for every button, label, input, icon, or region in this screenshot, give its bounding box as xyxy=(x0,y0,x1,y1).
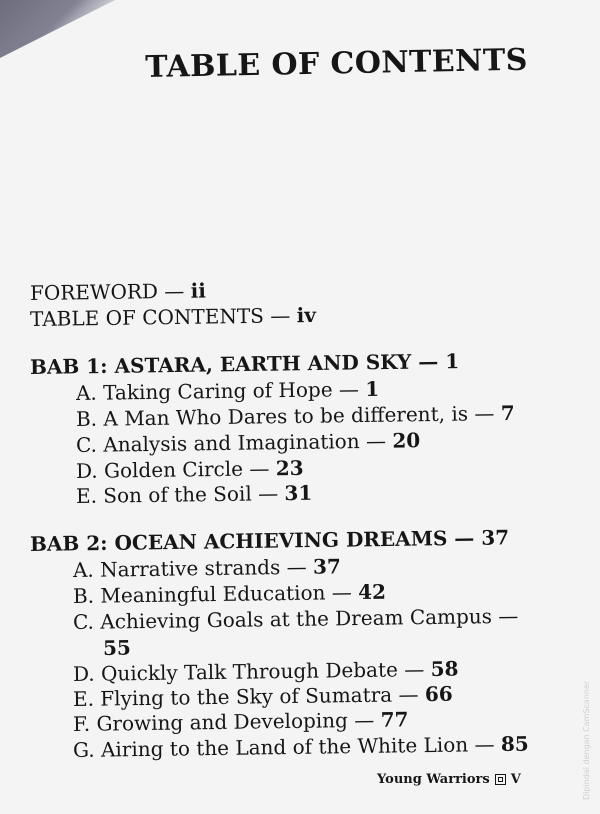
item-text: Flying to the Sky of Sumatra xyxy=(100,682,393,711)
item-letter: F. xyxy=(72,711,91,736)
item-text: Quickly Talk Through Debate xyxy=(100,657,399,686)
item-page: 66 xyxy=(424,681,453,707)
item-dash: — xyxy=(286,554,307,580)
item-page: 23 xyxy=(275,455,304,481)
item-page: 37 xyxy=(312,554,342,579)
item-dash: — xyxy=(354,707,375,733)
item-letter: C. xyxy=(75,432,98,457)
scanner-watermark: Dipindai dengan CamScanner xyxy=(582,680,591,800)
toc-entry-dash: — xyxy=(270,303,291,328)
item-letter: B. xyxy=(72,583,95,608)
item-letter: D. xyxy=(72,661,95,686)
item-text: Growing and Developing xyxy=(96,708,349,736)
item-dash: — xyxy=(404,657,425,682)
item-dash: — xyxy=(365,428,387,453)
chapter-page: 37 xyxy=(481,525,510,550)
item-page: 7 xyxy=(500,400,515,426)
item-letter: G. xyxy=(72,737,95,762)
chapter-2-item-c-page: 55 xyxy=(102,635,132,660)
chapter-1-heading xyxy=(30,349,459,379)
item-letter: C. xyxy=(72,609,95,634)
item-page: 31 xyxy=(284,480,313,506)
toc-entry-page: ii xyxy=(190,278,207,303)
toc-entry-label: FOREWORD xyxy=(29,279,159,305)
item-text: Narrative strands xyxy=(100,555,281,582)
item-text: Golden Circle xyxy=(103,456,244,483)
chapter-1-item-e xyxy=(76,481,313,508)
chapter-2-item-a xyxy=(73,554,341,582)
item-text: Analysis and Imagination xyxy=(103,429,360,457)
chapter-2-item-g xyxy=(73,732,529,762)
item-page: 77 xyxy=(380,707,409,732)
item-letter: D. xyxy=(75,458,98,483)
item-text: Son of the Soil xyxy=(103,481,252,508)
item-text: Achieving Goals at the Dream Campus xyxy=(100,604,493,634)
toc-entry-dash: — xyxy=(164,278,185,304)
item-page: 1 xyxy=(365,376,380,401)
item-page: 42 xyxy=(357,579,387,605)
item-dash: — xyxy=(398,682,419,707)
page-corner-shadow xyxy=(0,0,115,58)
footer-book-title: Young Warriors xyxy=(377,772,490,787)
item-text: Meaningful Education xyxy=(100,580,326,608)
footer xyxy=(377,772,521,787)
chapter-page: 1 xyxy=(445,349,460,374)
item-dash: — xyxy=(249,456,270,481)
toc-entry-page: iv xyxy=(296,303,317,328)
item-letter: A. xyxy=(75,380,97,405)
item-text: Airing to the Land of the White Lion xyxy=(100,732,469,762)
chapter-1-item-a xyxy=(76,377,380,405)
toc-top-entry-table-of-contents xyxy=(30,303,316,331)
item-dash: — xyxy=(498,603,519,629)
page-title: TABLE OF CONTENTS xyxy=(145,42,529,85)
item-letter: E. xyxy=(75,483,98,508)
chapter-1-item-d xyxy=(76,456,304,483)
item-dash: — xyxy=(331,580,352,605)
chapter-2-item-b xyxy=(73,580,386,608)
item-page: 85 xyxy=(500,731,529,757)
toc-top-entry-foreword xyxy=(30,279,206,305)
item-dash: — xyxy=(257,481,279,506)
item-dash: — xyxy=(474,732,495,757)
footer-page-number: V xyxy=(510,772,521,787)
chapter-title: BAB 2: OCEAN ACHIEVING DREAMS xyxy=(29,526,448,556)
chapter-1-item-b xyxy=(76,401,515,431)
chapter-dash: — xyxy=(418,349,439,374)
item-letter: A. xyxy=(72,557,94,582)
item-text: A Man Who Dares to be different, is xyxy=(103,401,469,431)
chapter-2-heading xyxy=(30,525,509,556)
toc-entry-label: TABLE OF CONTENTS xyxy=(29,303,265,331)
item-dash: — xyxy=(474,401,495,426)
chapter-2-item-c xyxy=(73,604,519,634)
chapter-2-item-f xyxy=(73,707,409,736)
item-page: 58 xyxy=(430,656,459,682)
item-dash: — xyxy=(338,377,360,402)
item-page: 20 xyxy=(392,428,421,453)
item-letter: B. xyxy=(75,406,98,431)
chapter-dash: — xyxy=(454,525,475,551)
footer-ornament-icon xyxy=(495,774,506,785)
item-text: Taking Caring of Hope xyxy=(103,377,333,405)
item-letter: E. xyxy=(72,686,95,711)
chapter-1-item-c xyxy=(76,428,421,457)
chapter-title: BAB 1: ASTARA, EARTH AND SKY xyxy=(29,349,412,379)
